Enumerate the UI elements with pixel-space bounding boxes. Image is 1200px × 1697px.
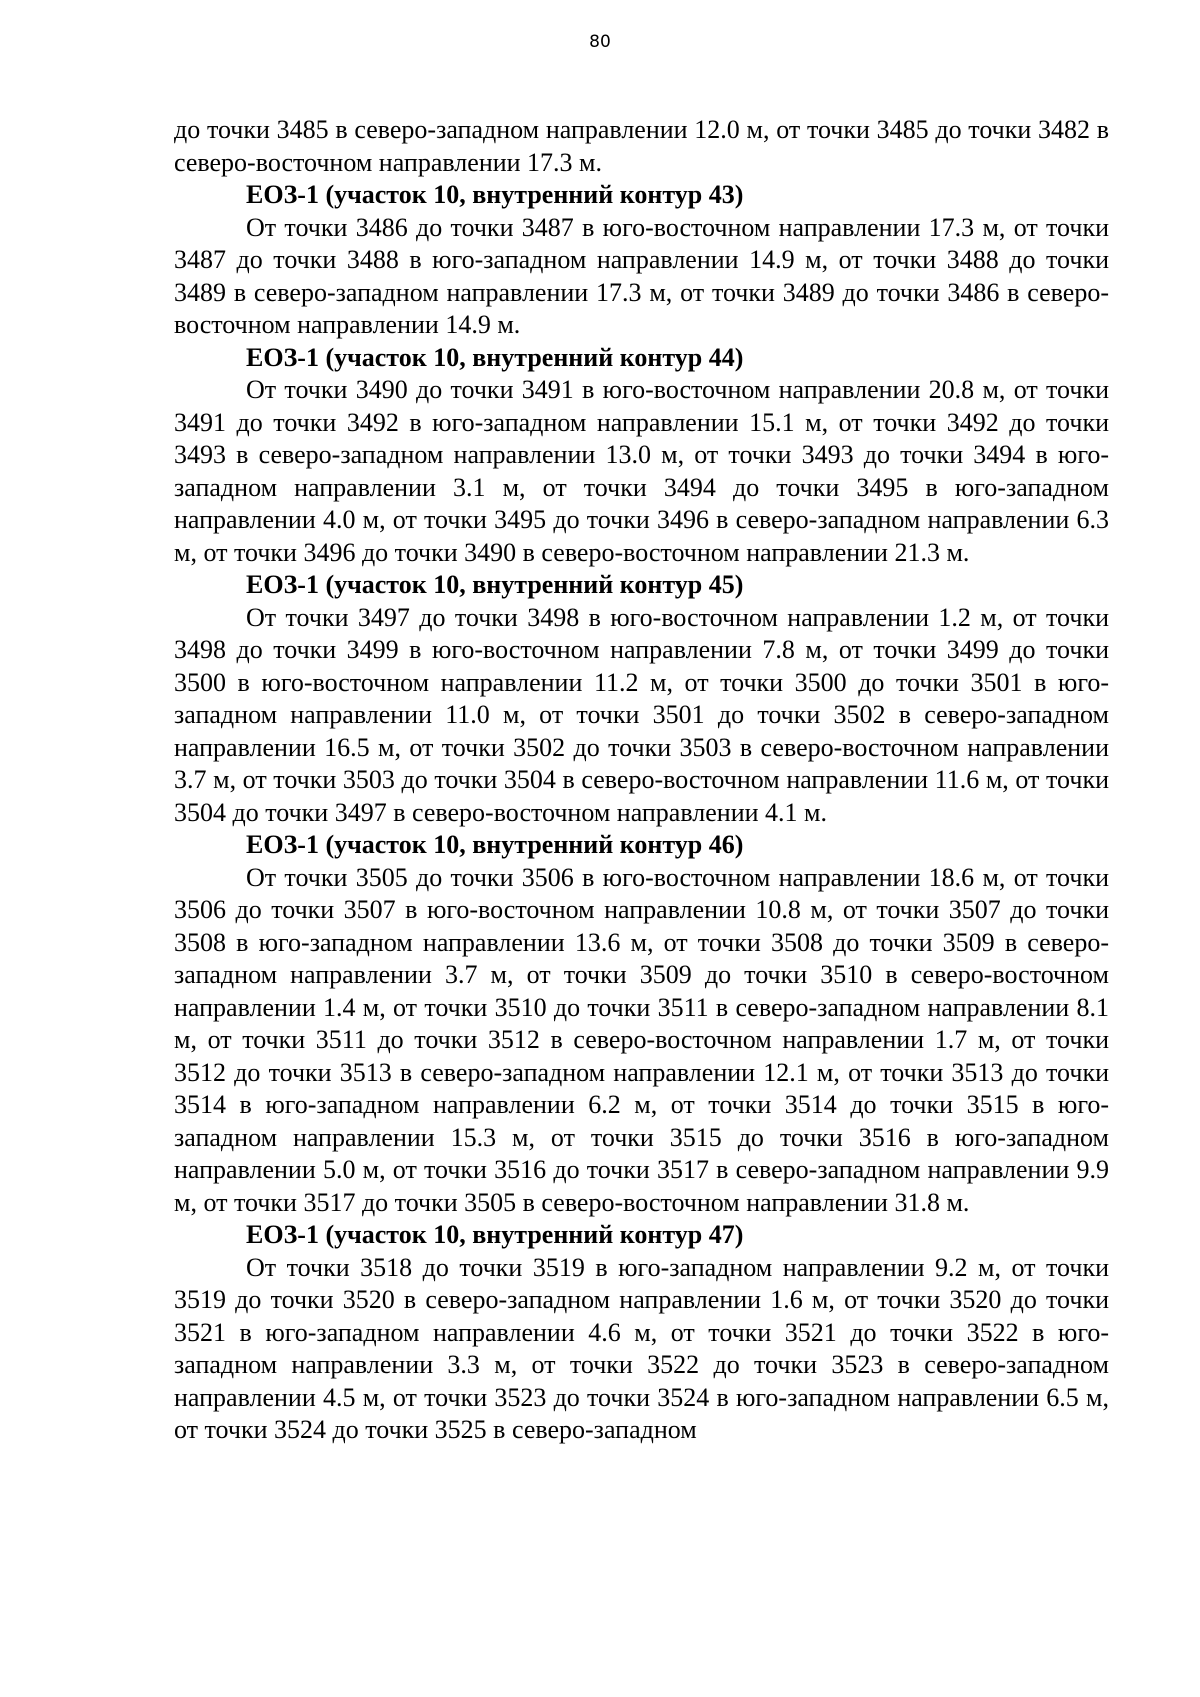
paragraph-contour-47: От точки 3518 до точки 3519 в юго-западном направлении 9.2 м, от точки 3519 до точки 3520 в северо-западном направлении 1.6 м, от точки 3520 до точки 3521 в юго-западном направлении 4.6 м, от точки 3521 до точки 3522 в юго-западном направлении 3.3 м, от точки 3522 до точки 3523 в северо-западном направлении 4.5 м, от точки 3523 до точки 3524 в юго-западном направлении 6.5 м, от точки 3524 до точки 3525 в северо-западном	[174, 1252, 1109, 1444]
section-heading-contour-43: ЕОЗ-1 (участок 10, внутренний контур 43)	[246, 180, 744, 209]
document-body	[174, 114, 1109, 1447]
section-heading-contour-46: ЕОЗ-1 (участок 10, внутренний контур 46)	[246, 830, 744, 859]
section-heading-contour-47: ЕОЗ-1 (участок 10, внутренний контур 47)	[246, 1220, 744, 1249]
paragraph-contour-43: От точки 3486 до точки 3487 в юго-восточном направлении 17.3 м, от точки 3487 до точки 3488 в юго-западном направлении 14.9 м, от точки 3488 до точки 3489 в северо-западном направлении 17.3 м, от точки 3489 до точки 3486 в северо-восточном направлении 14.9 м.	[174, 212, 1109, 339]
paragraph-contour-46: От точки 3505 до точки 3506 в юго-восточном направлении 18.6 м, от точки 3506 до точки 3507 в юго-восточном направлении 10.8 м, от точки 3507 до точки 3508 в юго-западном направлении 13.6 м, от точки 3508 до точки 3509 в северо-западном направлении 3.7 м, от точки 3509 до точки 3510 в северо-восточном направлении 1.4 м, от точки 3510 до точки 3511 в северо-западном направлении 8.1 м, от точки 3511 до точки 3512 в северо-восточном направлении 1.7 м, от точки 3512 до точки 3513 в северо-западном направлении 12.1 м, от точки 3513 до точки 3514 в юго-западном направлении 6.2 м, от точки 3514 до точки 3515 в юго-западном направлении 15.3 м, от точки 3515 до точки 3516 в юго-западном направлении 5.0 м, от точки 3516 до точки 3517 в северо-западном направлении 9.9 м, от точки 3517 до точки 3505 в северо-восточном направлении 31.8 м.	[174, 862, 1109, 1217]
section-heading-contour-45: ЕОЗ-1 (участок 10, внутренний контур 45)	[246, 570, 744, 599]
paragraph-contour-44: От точки 3490 до точки 3491 в юго-восточном направлении 20.8 м, от точки 3491 до точки 3492 в юго-западном направлении 15.1 м, от точки 3492 до точки 3493 в северо-западном направлении 13.0 м, от точки 3493 до точки 3494 в юго-западном направлении 3.1 м, от точки 3494 до точки 3495 в юго-западном направлении 4.0 м, от точки 3495 до точки 3496 в северо-западном направлении 6.3 м, от точки 3496 до точки 3490 в северо-восточном направлении 21.3 м.	[174, 375, 1109, 567]
section-heading-contour-44: ЕОЗ-1 (участок 10, внутренний контур 44)	[246, 342, 744, 372]
paragraph-continuation: до точки 3485 в северо-западном направлении 12.0 м, от точки 3485 до точки 3482 в северо-восточном направлении 17.3 м.	[174, 115, 1109, 177]
paragraph-contour-45: От точки 3497 до точки 3498 в юго-восточном направлении 1.2 м, от точки 3498 до точки 3499 в юго-восточном направлении 7.8 м, от точки 3499 до точки 3500 в юго-восточном направлении 11.2 м, от точки 3500 до точки 3501 в юго-западном направлении 11.0 м, от точки 3501 до точки 3502 в северо-западном направлении 16.5 м, от точки 3502 до точки 3503 в северо-восточном направлении 3.7 м, от точки 3503 до точки 3504 в северо-восточном направлении 11.6 м, от точки 3504 до точки 3497 в северо-восточном направлении 4.1 м.	[174, 602, 1109, 827]
page-number: 80	[589, 32, 611, 52]
